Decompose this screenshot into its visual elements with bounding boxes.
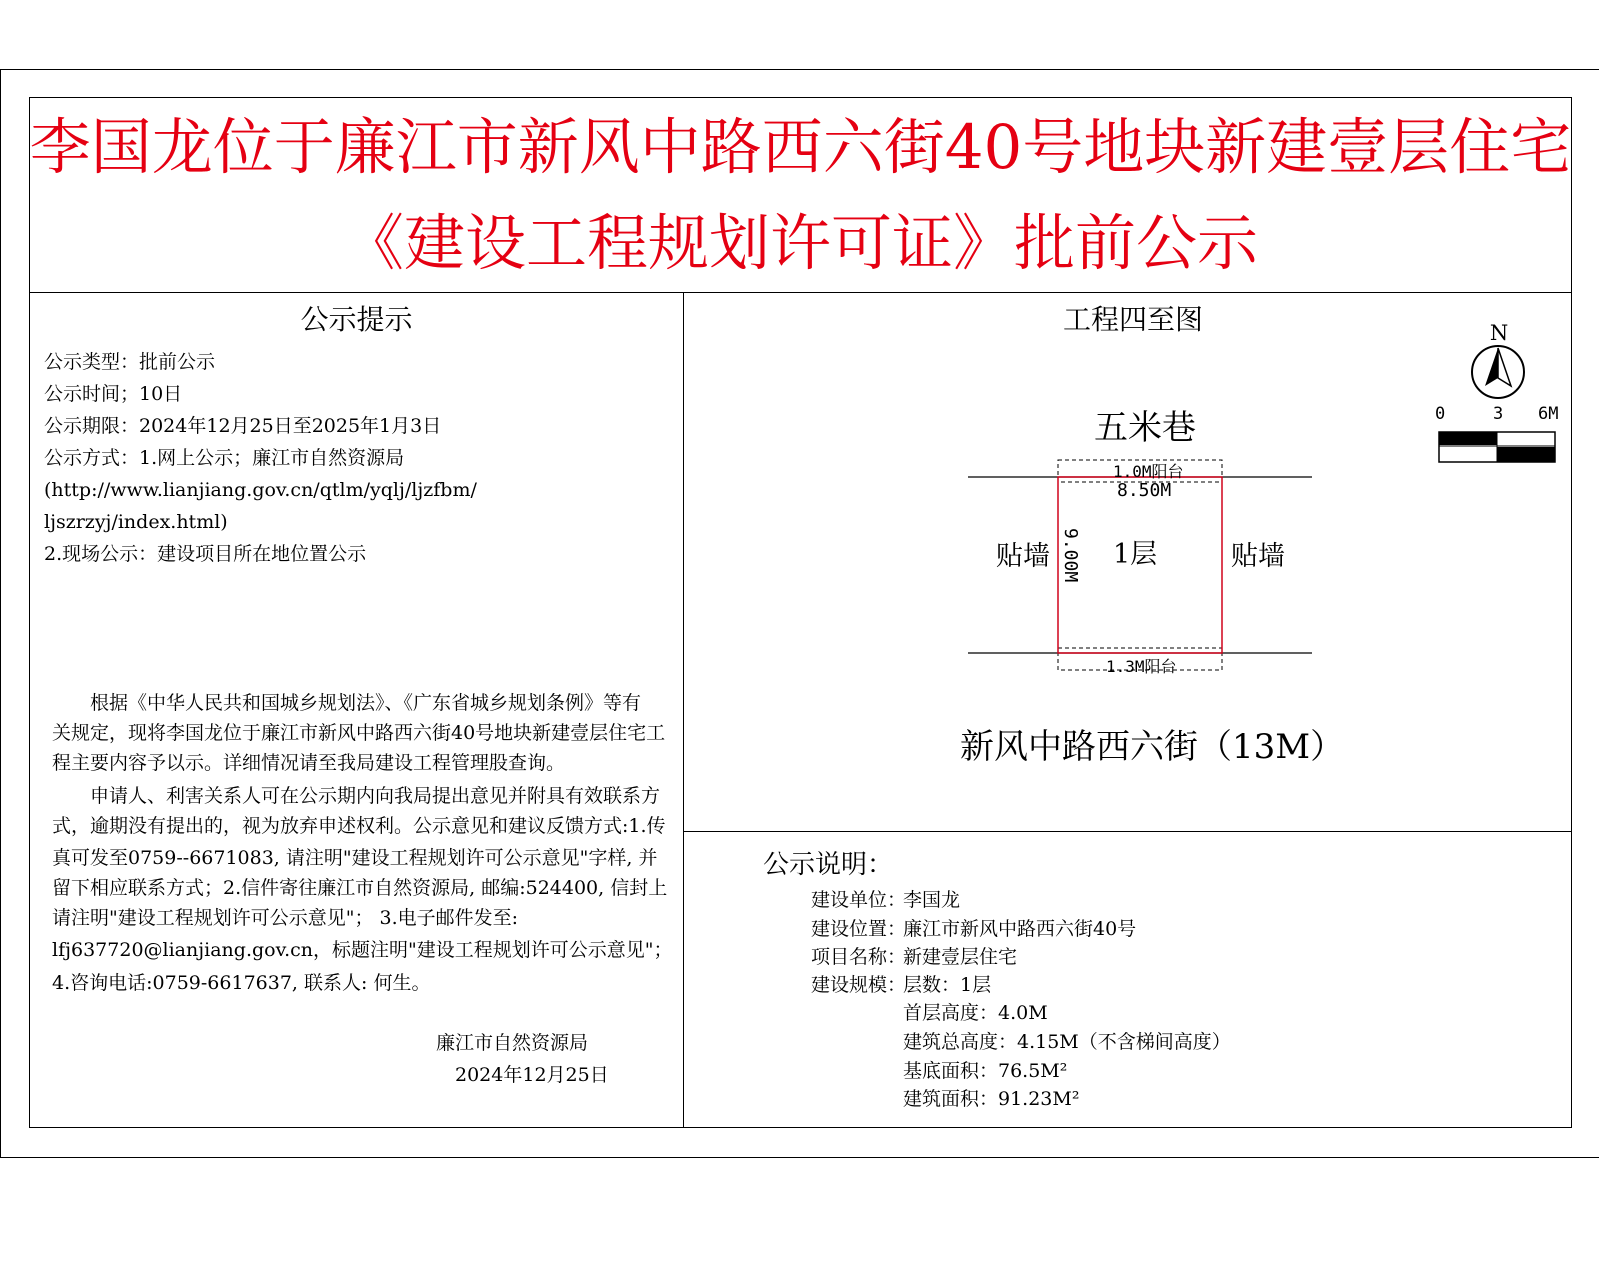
paragraph-line: 留下相应联系方式；2.信件寄往廉江市自然资源局, 邮编:524400, 信封上 xyxy=(52,877,668,899)
north-road-label: 五米巷 xyxy=(1094,408,1196,448)
page-title-line1: 李国龙位于廉江市新风中路西六街40号地块新建壹层住宅 xyxy=(29,112,1572,183)
paragraph-line: 根据《中华人民共和国城乡规划法》、《广东省城乡规划条例》等有 xyxy=(52,692,642,714)
map-heading: 工程四至图 xyxy=(1063,303,1204,336)
notice-line: 2.现场公示：建设项目所在地位置公示 xyxy=(44,543,367,565)
title-divider xyxy=(29,292,1571,293)
desc-label: 建设规模： xyxy=(811,974,907,996)
top-balcony-label: 1.0M阳台 xyxy=(1113,462,1184,481)
paragraph-line: 4.咨询电话:0759-6617637, 联系人: 何生。 xyxy=(52,972,431,994)
notice-line: 公示类型：批前公示 xyxy=(44,351,216,373)
scale-bar xyxy=(1438,431,1558,465)
notice-url: (http://www.lianjiang.gov.cn/qtlm/yqlj/ljzfbm/ xyxy=(44,479,477,501)
desc-label: 项目名称： xyxy=(811,946,907,968)
issuer-signature: 廉江市自然资源局 xyxy=(436,1032,589,1054)
scale-label-3: 3 xyxy=(1493,404,1504,424)
bottom-balcony-label: 1.3M阳台 xyxy=(1106,657,1177,676)
width-dimension: 8.50M xyxy=(1117,480,1172,501)
scale-label-6: 6M xyxy=(1538,404,1559,424)
north-label: N xyxy=(1489,321,1509,345)
south-road-label: 新风中路西六街（13M） xyxy=(960,727,1345,767)
depth-dimension: 9.00M xyxy=(1060,528,1081,583)
west-boundary-label: 贴墙 xyxy=(996,541,1050,572)
desc-sub-value: 首层高度：4.0M xyxy=(903,1002,1048,1024)
paragraph-line: 程主要内容予以示。详细情况请至我局建设工程管理股查询。 xyxy=(52,752,566,774)
paragraph-line: 真可发至0759--6671083, 请注明"建设工程规划许可公示意见"字样, 并 xyxy=(52,847,658,869)
paragraph-line: lfj637720@lianjiang.gov.cn，标题注明"建设工程规划许可公示意见"； xyxy=(52,939,673,961)
scale-label-0: 0 xyxy=(1435,404,1446,424)
description-heading: 公示说明： xyxy=(763,850,894,880)
notice-line: 公示方式：1.网上公示；廉江市自然资源局 xyxy=(44,447,405,469)
desc-label: 建设位置： xyxy=(811,918,907,940)
notice-line: 公示期限：2024年12月25日至2025年1月3日 xyxy=(44,415,442,437)
desc-value: 李国龙 xyxy=(903,889,961,911)
desc-sub-value: 建筑面积：91.23M² xyxy=(903,1088,1080,1110)
east-boundary-label: 贴墙 xyxy=(1231,541,1285,572)
desc-sub-value: 建筑总高度：4.15M（不含梯间高度） xyxy=(903,1031,1231,1053)
notice-line: 公示时间；10日 xyxy=(44,383,183,405)
desc-value: 廉江市新风中路西六街40号 xyxy=(903,918,1137,940)
map-divider xyxy=(683,831,1571,832)
paragraph-line: 申请人、利害关系人可在公示期内向我局提出意见并附具有效联系方 xyxy=(52,785,661,807)
paragraph-line: 关规定，现将李国龙位于廉江市新风中路西六街40号地块新建壹层住宅工 xyxy=(52,722,666,744)
desc-label: 建设单位： xyxy=(811,889,907,911)
desc-value: 新建壹层住宅 xyxy=(903,946,1018,968)
paragraph-line: 式，逾期没有提出的，视为放弃申述权利。公示意见和建议反馈方式:1.传 xyxy=(52,815,666,837)
notice-heading: 公示提示 xyxy=(300,303,413,336)
issue-date: 2024年12月25日 xyxy=(455,1064,609,1086)
north-arrow-icon xyxy=(1470,344,1526,400)
desc-value: 层数：1层 xyxy=(903,974,992,996)
page-title-line2: 《建设工程规划许可证》批前公示 xyxy=(342,208,1258,279)
paragraph-line: 请注明"建设工程规划许可公示意见"； 3.电子邮件发至: xyxy=(52,907,519,929)
notice-url: ljszrzyj/index.html) xyxy=(44,511,228,533)
floor-count-label: 1层 xyxy=(1113,539,1158,570)
column-divider xyxy=(683,292,684,1127)
desc-sub-value: 基底面积：76.5M² xyxy=(903,1060,1068,1082)
